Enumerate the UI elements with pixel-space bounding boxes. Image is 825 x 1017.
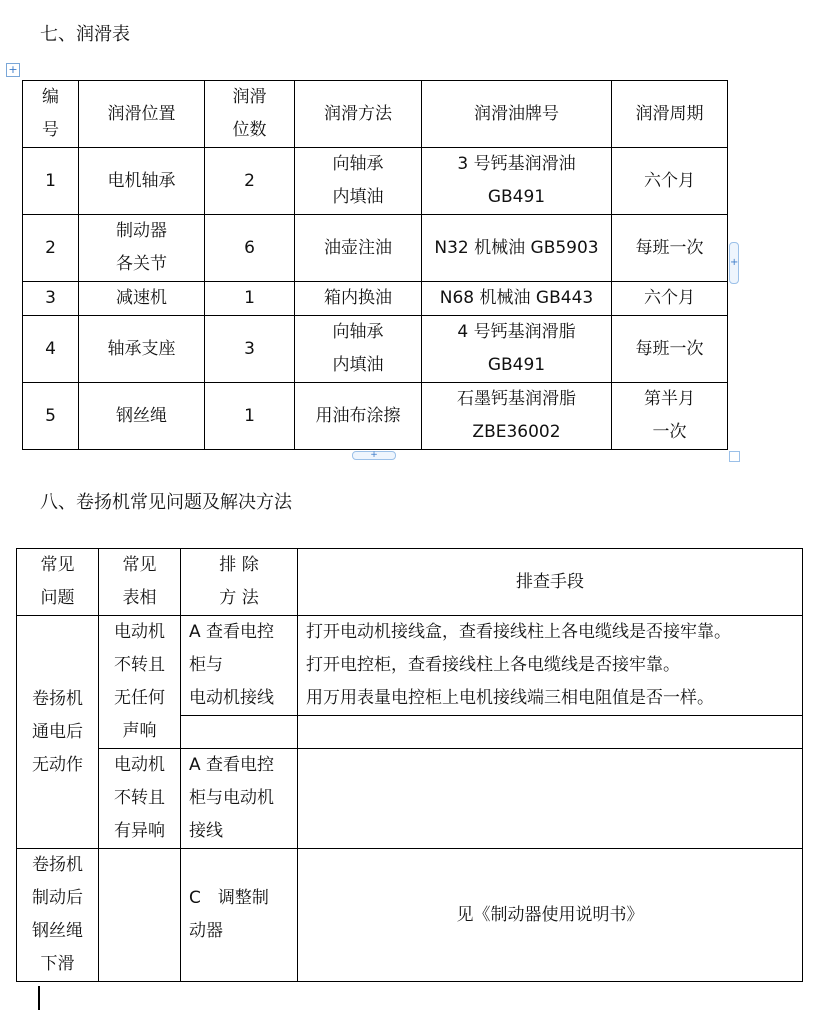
header-cell: 排查手段 (298, 549, 803, 616)
table-cell: 第半月 一次 (612, 383, 728, 450)
table-cell: 石墨钙基润滑脂 ZBE36002 (422, 383, 612, 450)
table-cell: 制动器 各关节 (79, 215, 205, 282)
header-cell: 润滑周期 (612, 81, 728, 148)
table-row (23, 215, 728, 282)
section-8-title: 八、卷扬机常见问题及解决方法 (40, 492, 292, 513)
header-cell: 润滑位置 (79, 81, 205, 148)
table-cell: 1 (205, 383, 295, 450)
table-row (23, 148, 728, 215)
table-resize-handle-icon[interactable] (729, 451, 740, 462)
header-cell: 润滑方法 (295, 81, 422, 148)
add-column-handle-icon[interactable]: + (729, 242, 739, 284)
problem-cell: 卷扬机 制动后 钢丝绳 下滑 (17, 849, 99, 982)
table-cell: 箱内换油 (295, 282, 422, 316)
table-cell: 电机轴承 (79, 148, 205, 215)
table-cell: 每班一次 (612, 215, 728, 282)
table-cell: 轴承支座 (79, 316, 205, 383)
header-cell: 编 号 (23, 81, 79, 148)
table-cell: 油壶注油 (295, 215, 422, 282)
add-row-handle-icon[interactable]: + (352, 451, 396, 460)
method-cell: A 查看电控 柜与 电动机接线 (181, 616, 298, 716)
table-cell: 5 (23, 383, 79, 450)
header-cell: 润滑 位数 (205, 81, 295, 148)
table-cell: N68 机械油 GB443 (422, 282, 612, 316)
table-cell: 向轴承 内填油 (295, 148, 422, 215)
header-cell: 润滑油牌号 (422, 81, 612, 148)
table-header-row (23, 81, 728, 148)
section-7-title: 七、润滑表 (40, 24, 130, 45)
table-cell: 3 (23, 282, 79, 316)
table-row (23, 383, 728, 450)
table-cell: 六个月 (612, 282, 728, 316)
steps-cell: 见《制动器使用说明书》 (298, 849, 803, 982)
problem-cell: 卷扬机 通电后 无动作 (17, 616, 99, 849)
table-row (23, 316, 728, 383)
table-cell: 4 号钙基润滑脂 GB491 (422, 316, 612, 383)
table-cell: 2 (23, 215, 79, 282)
steps-cell: 打开电动机接线盒，查看接线柱上各电缆线是否接牢靠。 打开电控柜，查看接线柱上各电缆线是否接牢靠。 用万用表量电控柜上电机接线端三相电阻值是否一样。 (298, 616, 803, 716)
table-cell: 六个月 (612, 148, 728, 215)
table-cell: 向轴承 内填油 (295, 316, 422, 383)
header-cell: 常见 表相 (99, 549, 181, 616)
table-cell: 2 (205, 148, 295, 215)
table-row (17, 749, 803, 849)
header-cell: 排 除 方 法 (181, 549, 298, 616)
table-cell: 用油布涂擦 (295, 383, 422, 450)
symptom-cell: 电动机 不转且 无任何 声响 (99, 616, 181, 749)
method-cell: C 调整制 动器 (181, 849, 298, 982)
header-cell: 常见 问题 (17, 549, 99, 616)
troubleshooting-table (16, 548, 803, 982)
text-cursor (38, 986, 40, 1010)
table-cell: 1 (205, 282, 295, 316)
empty-cell (298, 716, 803, 749)
table-cell: 1 (23, 148, 79, 215)
table-row (23, 282, 728, 316)
table-move-handle-icon[interactable]: + (6, 63, 20, 77)
table-cell: 6 (205, 215, 295, 282)
empty-cell (298, 749, 803, 849)
symptom-cell: 电动机 不转且 有异响 (99, 749, 181, 849)
table-row (17, 849, 803, 982)
table-cell: 3 (205, 316, 295, 383)
table-cell: 3 号钙基润滑油 GB491 (422, 148, 612, 215)
empty-cell (181, 716, 298, 749)
method-cell: A 查看电控 柜与电动机 接线 (181, 749, 298, 849)
lubrication-table (22, 80, 728, 450)
table-cell: 4 (23, 316, 79, 383)
table-header-row (17, 549, 803, 616)
empty-cell (99, 849, 181, 982)
table-cell: N32 机械油 GB5903 (422, 215, 612, 282)
table-cell: 钢丝绳 (79, 383, 205, 450)
table-row (17, 616, 803, 716)
table-cell: 每班一次 (612, 316, 728, 383)
table-cell: 减速机 (79, 282, 205, 316)
